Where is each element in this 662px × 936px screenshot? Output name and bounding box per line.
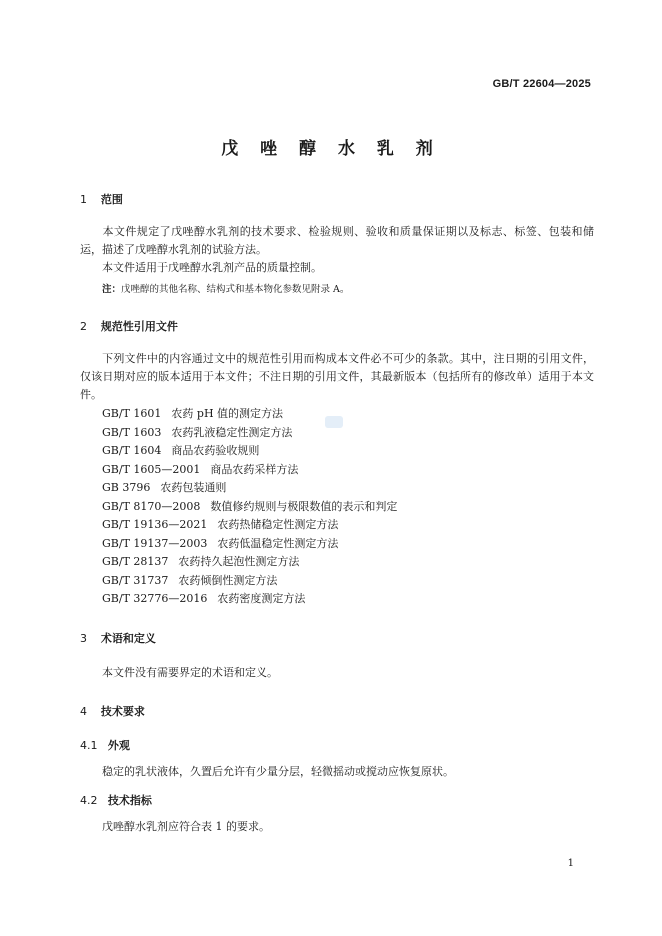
note-label: 注： — [102, 284, 122, 295]
section-title: 技术要求 — [100, 705, 145, 718]
reference-code: GB/T 19136—2021 — [102, 518, 208, 531]
reference-title: 农药 pH 值的测定方法 — [171, 407, 284, 420]
section-4-heading — [80, 703, 145, 719]
list-item — [102, 572, 397, 591]
list-item — [102, 405, 397, 424]
appearance-paragraph: 稳定的乳状液体，久置后允许有少量分层，轻微摇动或搅动应恢复原状。 — [102, 765, 454, 778]
list-item — [102, 461, 397, 480]
watermark-mark — [325, 416, 343, 428]
reference-code: GB/T 28137 — [102, 555, 169, 568]
list-item — [102, 516, 397, 535]
section-number: 4.1 — [80, 739, 98, 752]
reference-code: GB/T 8170—2008 — [102, 499, 201, 513]
list-item — [102, 442, 397, 461]
section-title: 外观 — [107, 739, 130, 752]
list-item — [102, 535, 397, 554]
reference-title: 农药倾倒性测定方法 — [178, 573, 278, 587]
terms-paragraph: 本文件没有需要界定的术语和定义。 — [102, 666, 278, 679]
reference-code: GB/T 1604 — [102, 444, 162, 457]
reference-code: GB/T 31737 — [102, 573, 169, 587]
scope-note — [102, 281, 349, 295]
reference-title: 农药热储稳定性测定方法 — [217, 518, 339, 531]
reference-code: GB/T 19137—2003 — [102, 536, 208, 550]
section-title: 术语和定义 — [100, 632, 156, 645]
reference-title: 农药包装通则 — [160, 481, 227, 494]
reference-code: GB/T 32776—2016 — [102, 592, 208, 605]
section-number: 4.2 — [80, 794, 98, 807]
reference-code: GB/T 1605—2001 — [102, 462, 201, 476]
reference-title: 农药乳液稳定性测定方法 — [171, 425, 293, 439]
list-item — [102, 590, 397, 609]
reference-title: 农药低温稳定性测定方法 — [217, 536, 339, 550]
section-2-heading — [80, 318, 178, 334]
section-title: 技术指标 — [107, 794, 152, 807]
standard-code: GB/T 22604—2025 — [492, 78, 591, 90]
list-item — [102, 498, 397, 517]
scope-paragraph: 本文件规定了戊唑醇水乳剂的技术要求、检验规则、验收和质量保证期以及标志、标签、包装和储运，描述了戊唑醇水乳剂的试验方法。 — [80, 225, 594, 256]
list-item — [102, 479, 397, 498]
normative-refs-paragraph: 下列文件中的内容通过文中的规范性引用而构成本文件必不可少的条款。其中，注日期的引用文件，仅该日期对应的版本适用于本文件；不注日期的引用文件，其最新版本（包括所有的修改单）适用于本文件。 — [80, 352, 594, 401]
section-number: 1 — [80, 193, 87, 206]
reference-code: GB/T 1603 — [102, 425, 162, 439]
section-4-1-heading — [80, 737, 130, 753]
section-1-heading — [80, 191, 123, 207]
reference-code: GB 3796 — [102, 481, 151, 494]
reference-title: 农药密度测定方法 — [217, 592, 306, 605]
applicability-paragraph: 本文件适用于戊唑醇水乳剂产品的质量控制。 — [102, 261, 322, 274]
reference-code: GB/T 1601 — [102, 407, 162, 420]
document-title: 戊 唑 醇 水 乳 剂 — [221, 139, 441, 159]
section-number: 2 — [80, 320, 87, 333]
note-text: 戊唑醇的其他名称、结构式和基本物化参数见附录 A。 — [121, 284, 350, 295]
section-number: 3 — [80, 632, 87, 645]
reference-title: 数值修约规则与极限数值的表示和判定 — [210, 499, 398, 513]
specifications-paragraph: 戊唑醇水乳剂应符合表 1 的要求。 — [102, 820, 270, 833]
reference-title: 商品农药采样方法 — [210, 462, 299, 476]
list-item — [102, 553, 397, 572]
reference-list — [102, 405, 397, 609]
list-item — [102, 424, 397, 443]
reference-title: 农药持久起泡性测定方法 — [178, 555, 300, 568]
section-number: 4 — [80, 705, 87, 718]
reference-title: 商品农药验收规则 — [171, 444, 260, 457]
section-title: 规范性引用文件 — [100, 320, 178, 333]
section-3-heading — [80, 630, 156, 646]
section-4-2-heading — [80, 792, 152, 808]
page-number: 1 — [567, 858, 574, 869]
section-title: 范围 — [100, 193, 123, 206]
